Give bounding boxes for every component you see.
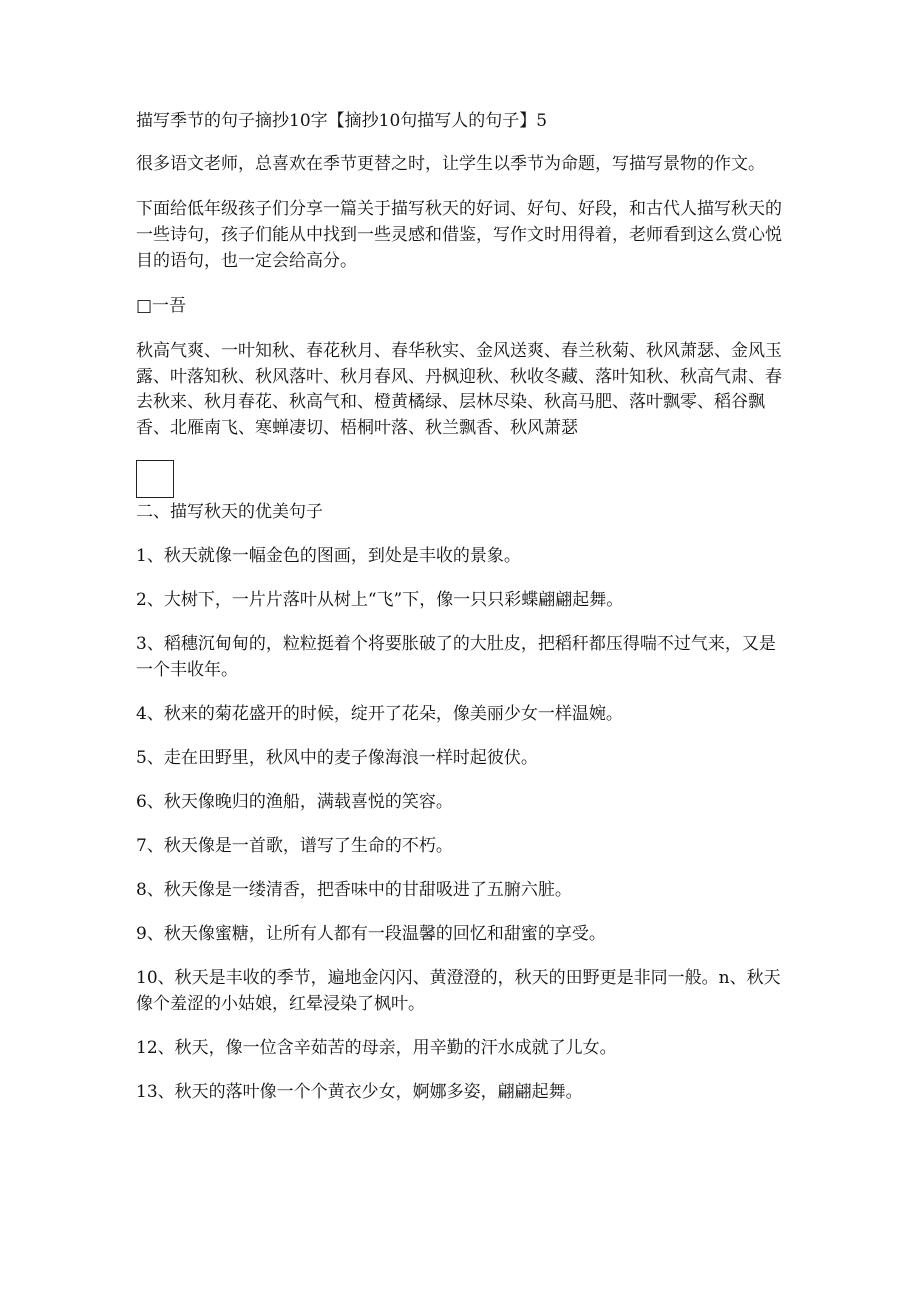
sentence-item: 2、大树下，一片片落叶从树上“飞”下，像一只只彩蝶翩翩起舞。	[136, 590, 624, 610]
sentence-item: 1、秋天就像一幅金色的图画，到处是丰收的景象。	[136, 546, 521, 566]
sentence-item: 9、秋天像蜜糖，让所有人都有一段温馨的回忆和甜蜜的享受。	[136, 924, 606, 944]
sentence-item: 12、秋天，像一位含辛茹苦的母亲，用辛勤的汗水成就了儿女。	[136, 1038, 617, 1058]
sentence-item: 13、秋天的落叶像一个个黄衣少女，婀娜多姿，翩翩起舞。	[136, 1082, 583, 1102]
section-one-heading: □一吾	[136, 296, 187, 316]
sentence-item: 5、走在田野里，秋风中的麦子像海浪一样时起彼伏。	[136, 748, 538, 768]
vocabulary-list: 秋高气爽、一叶知秋、春花秋月、春华秋实、金风送爽、春兰秋菊、秋风萧瑟、金风玉露、叶落知秋、秋风落叶、秋月春风、丹枫迎秋、秋收冬藏、落叶知秋、秋高气肃、春去秋来、秋月春花、秋高气和、橙黄橘绿、层林尽染、秋高马肥、落叶飘零、稻谷飘香、北雁南飞、寒蝉凄切、梧桐叶落、秋兰飘香、秋风萧瑟	[136, 341, 782, 438]
sentence-item: 8、秋天像是一缕清香，把香味中的甘甜吸进了五腑六脏。	[136, 880, 572, 900]
sentence-item: 7、秋天像是一首歌，谱写了生命的不朽。	[136, 836, 453, 856]
document-title: 描写季节的句子摘抄10字【摘抄10句描写人的句子】5	[136, 111, 548, 131]
sentence-item: 3、稻穗沉甸甸的，粒粒挺着个将要胀破了的大肚皮，把稻秆都压得喘不过气来，又是一个丰收年。	[136, 634, 776, 680]
placeholder-image-box	[136, 460, 174, 498]
sentence-item: 10、秋天是丰收的季节，遍地金闪闪、黄澄澄的，秋天的田野更是非同一般。n、秋天像个羞涩的小姑娘，红晕浸染了枫叶。	[136, 968, 781, 1014]
document-page	[136, 108, 786, 1123]
intro-paragraph-2: 下面给低年级孩子们分享一篇关于描写秋天的好词、好句、好段，和古代人描写秋天的一些诗句，孩子们能从中找到一些灵感和借鉴，写作文时用得着，老师看到这么赏心悦目的语句，也一定会给高分。	[136, 199, 782, 271]
sentence-item: 4、秋来的菊花盛开的时候，绽开了花朵，像美丽少女一样温婉。	[136, 704, 623, 724]
sentence-item: 6、秋天像晚归的渔船，满载喜悦的笑容。	[136, 792, 453, 812]
intro-paragraph-1: 很多语文老师，总喜欢在季节更替之时，让学生以季节为命题，写描写景物的作文。	[136, 154, 765, 174]
section-two-heading: 二、描写秋天的优美句子	[136, 502, 323, 522]
